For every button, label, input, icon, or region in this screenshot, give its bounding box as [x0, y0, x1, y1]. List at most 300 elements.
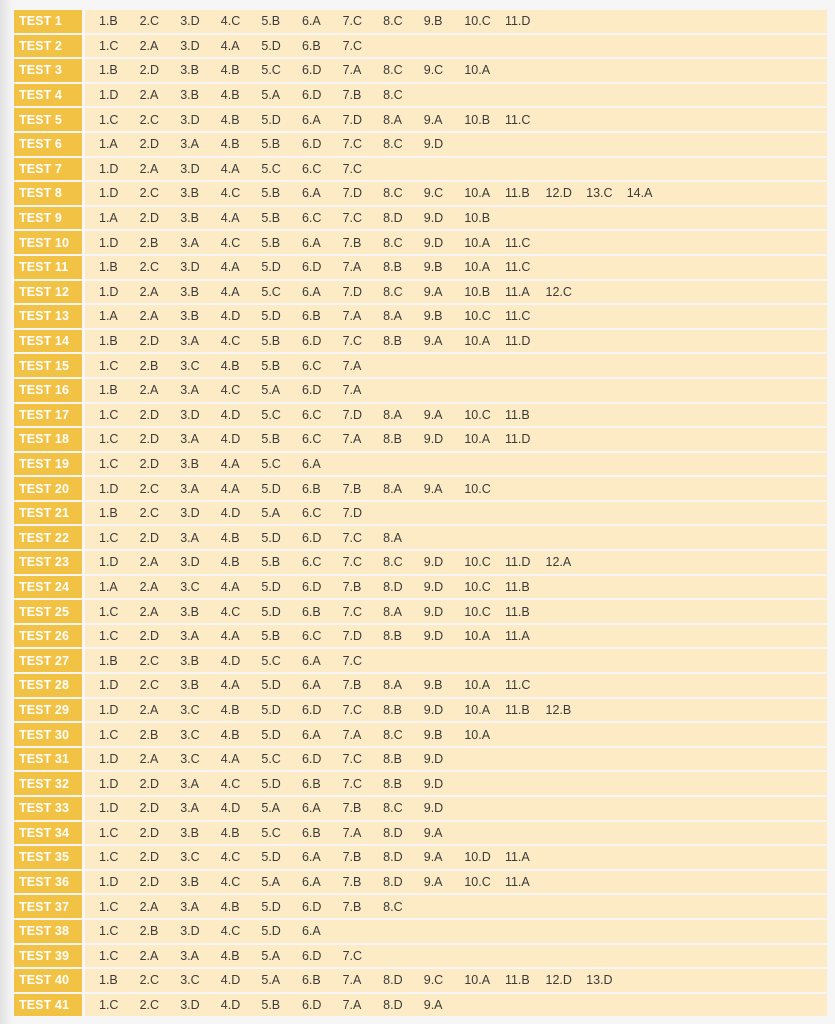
test-label: TEST 6: [14, 133, 82, 156]
answer-item: 2.D: [139, 211, 160, 226]
answer-item: 5.D: [261, 727, 281, 742]
answer-row: [14, 428, 827, 451]
answer-item: 6.C: [301, 161, 322, 176]
answer-item: 14.A: [626, 186, 653, 201]
answer-item: 8.C: [383, 63, 403, 78]
answer-item: 9.D: [423, 555, 444, 570]
answer-item: 2.A: [139, 948, 159, 963]
test-label: TEST 41: [14, 994, 82, 1017]
answer-item: 7.C: [342, 211, 363, 226]
answer-item: 11.A: [504, 850, 530, 865]
answer-item: 5.D: [261, 260, 281, 275]
answer-item: 6.C: [301, 506, 322, 521]
answer-item: 2.A: [139, 899, 159, 914]
answer-item: 7.B: [342, 875, 362, 890]
answer-item: 3.B: [180, 63, 199, 78]
answer-item: 3.B: [180, 678, 199, 693]
answers-strip: [85, 35, 827, 58]
answer-item: 6.D: [301, 137, 322, 152]
answer-row: [14, 133, 827, 156]
answer-item: 10.A: [464, 186, 491, 201]
answer-item: 3.A: [180, 383, 199, 398]
answer-item: 2.A: [139, 161, 159, 176]
answer-item: 6.C: [301, 358, 322, 373]
answer-item: 8.B: [383, 776, 402, 791]
answer-item: 7.A: [342, 309, 362, 324]
answers-strip: [85, 748, 827, 771]
answer-item: 5.D: [261, 530, 281, 545]
answer-item: 3.D: [180, 260, 200, 275]
answer-item: 7.A: [342, 358, 362, 373]
answer-item: 7.A: [342, 63, 362, 78]
answer-item: 6.A: [301, 112, 321, 127]
answer-item: 3.D: [180, 555, 200, 570]
answer-item: 3.C: [180, 973, 200, 988]
answer-item: 7.D: [342, 284, 363, 299]
answer-item: 5.C: [261, 63, 281, 78]
answer-item: 1.D: [99, 88, 119, 103]
answer-item: 10.A: [464, 63, 491, 78]
answer-item: 7.A: [342, 825, 362, 840]
answer-item: 10.A: [464, 334, 491, 349]
answer-item: 5.A: [261, 383, 281, 398]
answers-strip: [85, 674, 827, 697]
answer-item: 5.B: [261, 555, 281, 570]
answer-row: [14, 895, 827, 918]
answer-item: 5.D: [261, 481, 281, 496]
answer-row: [14, 797, 827, 820]
answer-item: 4.B: [220, 63, 240, 78]
answer-item: 5.D: [261, 702, 281, 717]
answer-item: 2.D: [139, 530, 160, 545]
test-label: TEST 39: [14, 945, 82, 968]
answers-strip: [85, 256, 827, 279]
answer-row: [14, 281, 827, 304]
answers-strip: [85, 281, 827, 304]
answer-row: [14, 379, 827, 402]
answers-strip: [85, 600, 827, 623]
answer-item: 4.B: [220, 899, 240, 914]
answer-item: 5.B: [261, 432, 281, 447]
answer-item: 7.C: [342, 530, 363, 545]
answers-strip: [85, 969, 827, 992]
answer-row: [14, 453, 827, 476]
answer-item: 4.A: [220, 38, 240, 53]
answers-strip: [85, 699, 827, 722]
answer-item: 8.B: [383, 752, 402, 767]
answer-item: 2.D: [139, 850, 160, 865]
answers-strip: [85, 994, 827, 1017]
answer-item: 6.A: [301, 727, 321, 742]
answer-item: 4.C: [220, 334, 241, 349]
answer-item: 6.D: [301, 260, 322, 275]
answers-strip: [85, 231, 827, 254]
answer-item: 5.A: [261, 973, 281, 988]
answer-row: [14, 772, 827, 795]
answer-item: 8.A: [383, 407, 402, 422]
answers-strip: [85, 625, 827, 648]
answers-strip: [85, 502, 827, 525]
answer-item: 12.A: [545, 555, 572, 570]
answer-row: [14, 625, 827, 648]
answer-item: 10.C: [464, 309, 491, 324]
answer-item: 7.C: [342, 137, 363, 152]
answer-item: 3.D: [180, 407, 200, 422]
answer-item: 7.C: [342, 555, 363, 570]
answer-item: 1.B: [99, 973, 118, 988]
answers-strip: [85, 649, 827, 672]
answers-strip: [85, 797, 827, 820]
answer-item: 9.A: [423, 825, 443, 840]
answer-item: 5.A: [261, 875, 281, 890]
answer-item: 7.A: [342, 998, 362, 1013]
test-label: TEST 21: [14, 502, 82, 525]
answer-item: 9.A: [423, 850, 443, 865]
answer-item: 3.B: [180, 825, 199, 840]
answer-item: 4.A: [220, 678, 240, 693]
answer-item: 3.C: [180, 727, 200, 742]
answer-row: [14, 649, 827, 672]
answer-item: 5.B: [261, 334, 281, 349]
answer-item: 9.C: [423, 186, 444, 201]
answer-item: 10.A: [464, 727, 491, 742]
answer-item: 4.D: [220, 407, 241, 422]
answer-item: 8.C: [383, 727, 403, 742]
answer-item: 4.C: [220, 604, 241, 619]
answer-item: 8.D: [383, 998, 403, 1013]
answer-item: 11.B: [504, 702, 530, 717]
answer-item: 3.D: [180, 998, 200, 1013]
answer-item: 7.D: [342, 407, 363, 422]
answer-item: 8.B: [383, 629, 402, 644]
answer-item: 6.A: [301, 850, 321, 865]
answer-item: 3.A: [180, 948, 199, 963]
answer-item: 4.D: [220, 309, 241, 324]
answer-item: 7.C: [342, 161, 363, 176]
answer-item: 1.D: [99, 481, 119, 496]
answer-item: 3.B: [180, 186, 199, 201]
answer-item: 6.A: [301, 235, 321, 250]
answer-item: 11.D: [504, 334, 531, 349]
answer-item: 4.A: [220, 579, 240, 594]
answer-item: 1.C: [99, 825, 119, 840]
answer-item: 4.A: [220, 161, 240, 176]
answer-item: 2.D: [139, 137, 160, 152]
answer-item: 1.D: [99, 284, 119, 299]
answer-item: 8.C: [383, 899, 403, 914]
answer-item: 11.C: [504, 112, 531, 127]
answer-item: 8.D: [383, 211, 403, 226]
answer-item: 2.C: [139, 973, 160, 988]
test-label: TEST 2: [14, 35, 82, 58]
answer-item: 5.D: [261, 604, 281, 619]
answer-item: 8.C: [383, 801, 403, 816]
test-label: TEST 31: [14, 748, 82, 771]
answer-item: 1.D: [99, 776, 119, 791]
answer-item: 9.B: [423, 727, 443, 742]
answer-item: 9.D: [423, 629, 444, 644]
answer-item: 5.C: [261, 161, 281, 176]
answer-row: [14, 748, 827, 771]
answer-item: 3.A: [180, 899, 199, 914]
answers-strip: [85, 428, 827, 451]
answers-strip: [85, 920, 827, 943]
answer-item: 3.D: [180, 38, 200, 53]
answer-item: 8.C: [383, 137, 403, 152]
answer-item: 9.D: [423, 801, 444, 816]
test-label: TEST 32: [14, 772, 82, 795]
answer-item: 4.C: [220, 776, 241, 791]
answer-item: 6.A: [301, 284, 321, 299]
answer-item: 2.C: [139, 260, 160, 275]
answer-item: 8.B: [383, 432, 402, 447]
answer-item: 8.C: [383, 88, 403, 103]
answer-item: 1.C: [99, 530, 119, 545]
answer-item: 1.D: [99, 752, 119, 767]
answer-item: 5.C: [261, 825, 281, 840]
answer-item: 7.D: [342, 186, 363, 201]
answer-item: 4.C: [220, 924, 241, 939]
answer-item: 11.B: [504, 579, 530, 594]
answer-row: [14, 526, 827, 549]
answer-item: 9.A: [423, 481, 443, 496]
answer-item: 1.C: [99, 629, 119, 644]
answer-row: [14, 35, 827, 58]
answer-item: 7.C: [342, 948, 363, 963]
answer-item: 4.D: [220, 801, 241, 816]
answer-row: [14, 10, 827, 33]
answer-item: 11.D: [504, 432, 531, 447]
answer-item: 3.B: [180, 653, 199, 668]
answer-item: 2.C: [139, 186, 160, 201]
answer-item: 5.C: [261, 456, 281, 471]
answer-row: [14, 256, 827, 279]
test-label: TEST 4: [14, 84, 82, 107]
answer-item: 7.C: [342, 38, 363, 53]
test-label: TEST 29: [14, 699, 82, 722]
answer-item: 9.A: [423, 407, 443, 422]
test-label: TEST 22: [14, 526, 82, 549]
answer-item: 8.A: [383, 530, 402, 545]
answer-item: 9.C: [423, 973, 444, 988]
answers-strip: [85, 477, 827, 500]
answer-item: 4.A: [220, 456, 240, 471]
answer-item: 6.D: [301, 334, 322, 349]
answer-item: 9.D: [423, 137, 444, 152]
answer-item: 8.C: [383, 186, 403, 201]
answer-item: 2.A: [139, 309, 159, 324]
answer-item: 2.A: [139, 702, 159, 717]
answer-item: 7.A: [342, 383, 362, 398]
answer-item: 9.D: [423, 604, 444, 619]
answer-item: 10.A: [464, 260, 491, 275]
answer-item: 1.C: [99, 358, 119, 373]
answer-item: 4.D: [220, 973, 241, 988]
answer-item: 4.B: [220, 112, 240, 127]
answers-strip: [85, 133, 827, 156]
answer-item: 4.C: [220, 235, 241, 250]
answer-row: [14, 330, 827, 353]
answer-item: 3.A: [180, 137, 199, 152]
answer-item: 1.A: [99, 211, 118, 226]
test-label: TEST 30: [14, 723, 82, 746]
answer-item: 3.D: [180, 112, 200, 127]
answer-item: 1.C: [99, 924, 119, 939]
answer-item: 9.D: [423, 776, 444, 791]
answer-item: 7.D: [342, 506, 363, 521]
test-label: TEST 9: [14, 207, 82, 230]
test-label: TEST 18: [14, 428, 82, 451]
answer-item: 6.A: [301, 924, 321, 939]
answer-item: 2.C: [139, 998, 160, 1013]
answer-row: [14, 207, 827, 230]
answer-item: 1.D: [99, 186, 119, 201]
answer-item: 7.B: [342, 850, 362, 865]
answer-item: 8.B: [383, 334, 402, 349]
answer-item: 2.D: [139, 875, 160, 890]
answer-item: 10.A: [464, 973, 491, 988]
answer-item: 7.C: [342, 604, 363, 619]
answer-item: 6.C: [301, 555, 322, 570]
answer-item: 7.D: [342, 629, 363, 644]
answer-item: 5.D: [261, 309, 281, 324]
answer-item: 4.C: [220, 850, 241, 865]
answer-item: 5.D: [261, 38, 281, 53]
answer-item: 8.A: [383, 604, 402, 619]
answer-item: 4.B: [220, 702, 240, 717]
answer-item: 7.B: [342, 481, 362, 496]
answer-item: 2.D: [139, 825, 160, 840]
test-label: TEST 13: [14, 305, 82, 328]
answers-strip: [85, 305, 827, 328]
answer-item: 5.A: [261, 88, 281, 103]
test-label: TEST 12: [14, 281, 82, 304]
answer-item: 6.B: [301, 309, 321, 324]
answer-item: 1.C: [99, 38, 119, 53]
answer-item: 3.B: [180, 284, 199, 299]
answer-row: [14, 699, 827, 722]
answer-row: [14, 920, 827, 943]
answer-item: 2.C: [139, 14, 160, 29]
answer-item: 7.C: [342, 653, 363, 668]
answer-item: 8.A: [383, 309, 402, 324]
answer-item: 7.C: [342, 752, 363, 767]
answer-item: 8.D: [383, 875, 403, 890]
answer-item: 1.C: [99, 456, 119, 471]
answer-item: 10.A: [464, 235, 491, 250]
answer-item: 6.A: [301, 801, 321, 816]
answer-item: 6.B: [301, 776, 321, 791]
answer-item: 2.D: [139, 629, 160, 644]
answer-item: 6.C: [301, 432, 322, 447]
answers-strip: [85, 822, 827, 845]
answer-item: 1.C: [99, 998, 119, 1013]
answer-row: [14, 182, 827, 205]
answers-strip: [85, 330, 827, 353]
answer-item: 7.B: [342, 579, 362, 594]
answer-item: 8.D: [383, 579, 403, 594]
answer-item: 5.C: [261, 284, 281, 299]
answer-item: 1.C: [99, 112, 119, 127]
answer-item: 11.A: [504, 629, 530, 644]
answer-item: 5.B: [261, 998, 281, 1013]
answer-item: 1.D: [99, 702, 119, 717]
answer-item: 9.D: [423, 752, 444, 767]
answer-row: [14, 59, 827, 82]
answer-item: 6.D: [301, 383, 322, 398]
answers-strip: [85, 576, 827, 599]
answers-strip: [85, 895, 827, 918]
answers-strip: [85, 404, 827, 427]
answer-item: 5.D: [261, 776, 281, 791]
answer-item: 5.D: [261, 924, 281, 939]
answer-item: 4.D: [220, 998, 241, 1013]
answer-item: 8.C: [383, 14, 403, 29]
answer-item: 10.C: [464, 555, 491, 570]
answer-item: 2.D: [139, 456, 160, 471]
answer-item: 6.A: [301, 14, 321, 29]
answer-item: 5.A: [261, 801, 281, 816]
answer-item: 4.A: [220, 752, 240, 767]
answer-item: 4.C: [220, 14, 241, 29]
answer-item: 4.B: [220, 137, 240, 152]
answer-row: [14, 994, 827, 1017]
answer-item: 5.B: [261, 235, 281, 250]
answer-item: 1.C: [99, 432, 119, 447]
test-label: TEST 15: [14, 354, 82, 377]
answer-item: 3.B: [180, 604, 199, 619]
answer-item: 1.D: [99, 678, 119, 693]
answer-item: 10.C: [464, 579, 491, 594]
answer-item: 6.D: [301, 88, 322, 103]
answer-item: 6.D: [301, 63, 322, 78]
answer-item: 6.D: [301, 899, 322, 914]
test-label: TEST 10: [14, 231, 82, 254]
answer-item: 6.D: [301, 998, 322, 1013]
answer-item: 8.A: [383, 112, 402, 127]
answer-item: 13.D: [586, 973, 613, 988]
answer-item: 1.D: [99, 555, 119, 570]
answer-item: 9.D: [423, 211, 444, 226]
answers-strip: [85, 723, 827, 746]
answer-item: 10.D: [464, 850, 491, 865]
answer-row: [14, 871, 827, 894]
answer-item: 10.B: [464, 112, 491, 127]
answer-item: 2.D: [139, 432, 160, 447]
answer-item: 2.C: [139, 653, 160, 668]
answer-item: 4.B: [220, 727, 240, 742]
answer-item: 3.C: [180, 702, 200, 717]
answer-item: 2.D: [139, 407, 160, 422]
answer-item: 6.B: [301, 38, 321, 53]
test-label: TEST 5: [14, 108, 82, 131]
answer-item: 2.D: [139, 63, 160, 78]
answer-item: 5.B: [261, 629, 281, 644]
answer-item: 2.A: [139, 604, 159, 619]
answer-item: 3.A: [180, 530, 199, 545]
answer-item: 6.B: [301, 481, 321, 496]
answer-item: 3.C: [180, 850, 200, 865]
answer-item: 12.D: [545, 186, 572, 201]
answer-item: 1.B: [99, 383, 118, 398]
answer-item: 4.B: [220, 825, 240, 840]
answer-item: 4.A: [220, 629, 240, 644]
answer-item: 1.D: [99, 161, 119, 176]
answer-item: 9.D: [423, 579, 444, 594]
answers-strip: [85, 354, 827, 377]
answer-item: 11.C: [504, 309, 531, 324]
answer-item: 5.B: [261, 137, 281, 152]
